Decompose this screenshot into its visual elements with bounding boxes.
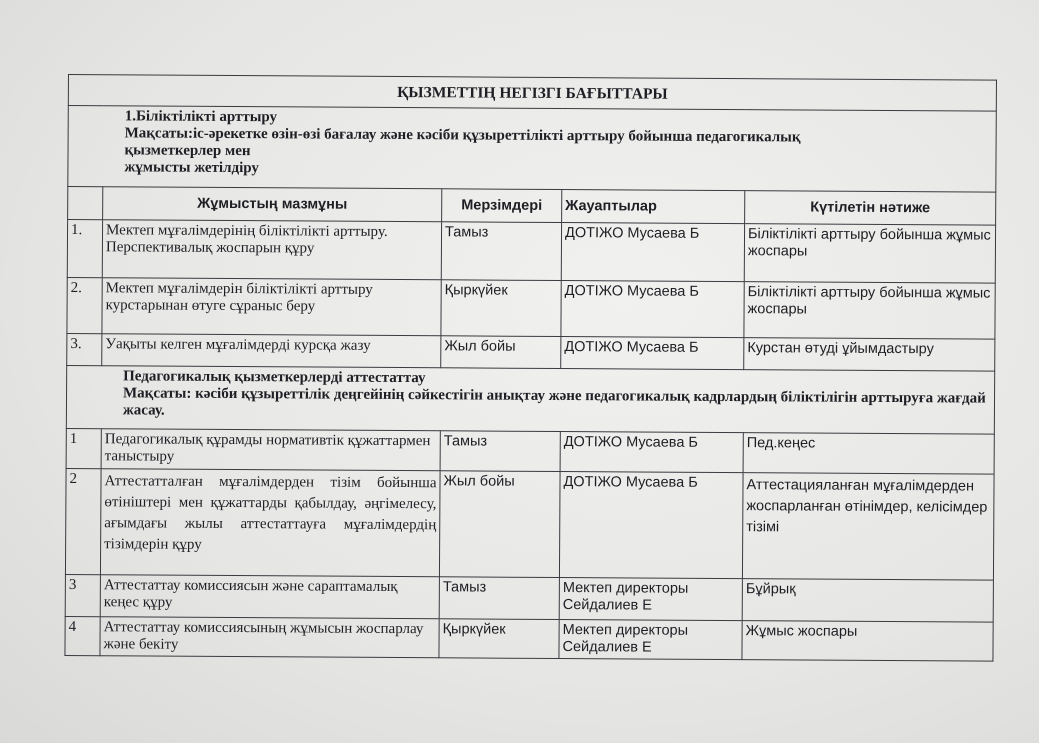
row-result: Бұйрық [742,579,993,623]
row-content: Аттестатталған мұғалімдерден тізім бойынша өтініштері мен құжаттарды қабылдау, әңгімелесу, ағымдағы жылы аттестаттауға мұғалімдердің тізімдерін құру [100,469,440,577]
header-responsible: Жауаптылар [562,190,745,224]
document-title: ҚЫЗМЕТТІҢ НЕГІЗГІ БАҒЫТТАРЫ [68,75,996,112]
section-1-goal: Мақсаты:іс-әрекетке өзін-өзі бағалау және кәсіби құзыреттілікті арттыру бойынша педагогикалық қызметкерлер мен [124,125,801,160]
row-content: Аттестаттау комиссиясын және сараптамалық кеңес құру [100,575,439,619]
row-result: Пед.кеңес [743,433,994,475]
row-number: 2. [67,277,102,333]
row-responsible: ДОТІЖО Мусаева Б [561,337,744,370]
table-row [67,220,995,284]
row-number: 3. [67,333,102,365]
header-content: Жұмыстың мазмұны [103,187,442,222]
row-result: Курстан өтуді ұйымдастыру [744,338,995,372]
row-responsible: ДОТІЖО Мусаева Б [561,281,744,338]
table-row [65,574,993,622]
row-number: 2 [65,468,101,574]
row-responsible: ДОТІЖО Мусаева Б [561,223,744,282]
header-deadline: Мерзімдері [442,189,562,223]
row-content: Мектеп мұғалімдерінің біліктілікті арттыру. Перспективалық жоспарын құру [102,220,441,280]
row-number: 1. [67,220,102,278]
row-content: Мектеп мұғалімдерін біліктілікті арттыру курстарынан өтуге сұраныс беру [102,278,441,336]
row-responsible: ДОТІЖО Мусаева Б [560,432,743,473]
row-result: Аттестацияланған мұғалімдерден жоспарланған өтінімдер, келісімдер тізімі [742,473,994,581]
section-2-header [66,365,994,434]
table-row [65,468,994,580]
section-2-heading: Педагогикалық қызметкерлерді аттестаттау [123,368,426,387]
row-responsible: Мектеп директоры Сейдалиев Е [559,620,742,660]
header-num [68,187,103,220]
plan-table [64,74,997,662]
row-deadline: Тамыз [439,577,559,620]
section-1-heading: 1.Біліктілікті арттыру [124,108,278,126]
section-1-goal-cont: жұмысты жетілдіру [124,159,259,177]
table-row [66,428,994,474]
table-row [67,277,995,339]
row-deadline: Жыл бойы [439,471,560,578]
row-result: Біліктілікті арттыру бойынша жұмыс жоспары [744,224,995,284]
row-deadline: Қыркүйек [439,619,559,659]
header-result: Күтілетін нәтиже [745,191,996,226]
row-number: 4 [65,616,100,655]
table-row [65,616,993,661]
row-responsible: ДОТІЖО Мусаева Б [559,472,743,579]
section-1-header [68,106,996,193]
row-number: 3 [65,574,100,616]
row-content: Уақыты келген мұғалімдерді курсқа жазу [102,334,441,368]
row-deadline: Тамыз [440,431,560,472]
row-content: Аттестаттау комиссиясының жұмысын жоспарлау және бекіту [100,617,439,658]
row-responsible: Мектеп директоры Сейдалиев Е [559,578,742,621]
row-deadline: Жыл бойы [441,336,561,369]
section-1-rows [67,220,996,372]
section-2-rows [65,428,994,661]
row-content: Педагогикалық құрамды нормативтік құжаттармен таныстыру [101,429,440,471]
section-2-goal: Мақсаты: кәсіби құзыреттілік деңгейінің сәйкестігін анықтау және педагогикалық кадрлардың біліктілігін арттыруға жағдай жасау. [122,385,986,419]
row-result: Жұмыс жоспары [742,621,993,662]
row-number: 1 [66,428,101,468]
row-deadline: Тамыз [441,222,561,281]
row-deadline: Қыркүйек [441,280,561,337]
row-result: Біліктілікті арттыру бойынша жұмыс жоспары [744,282,995,340]
